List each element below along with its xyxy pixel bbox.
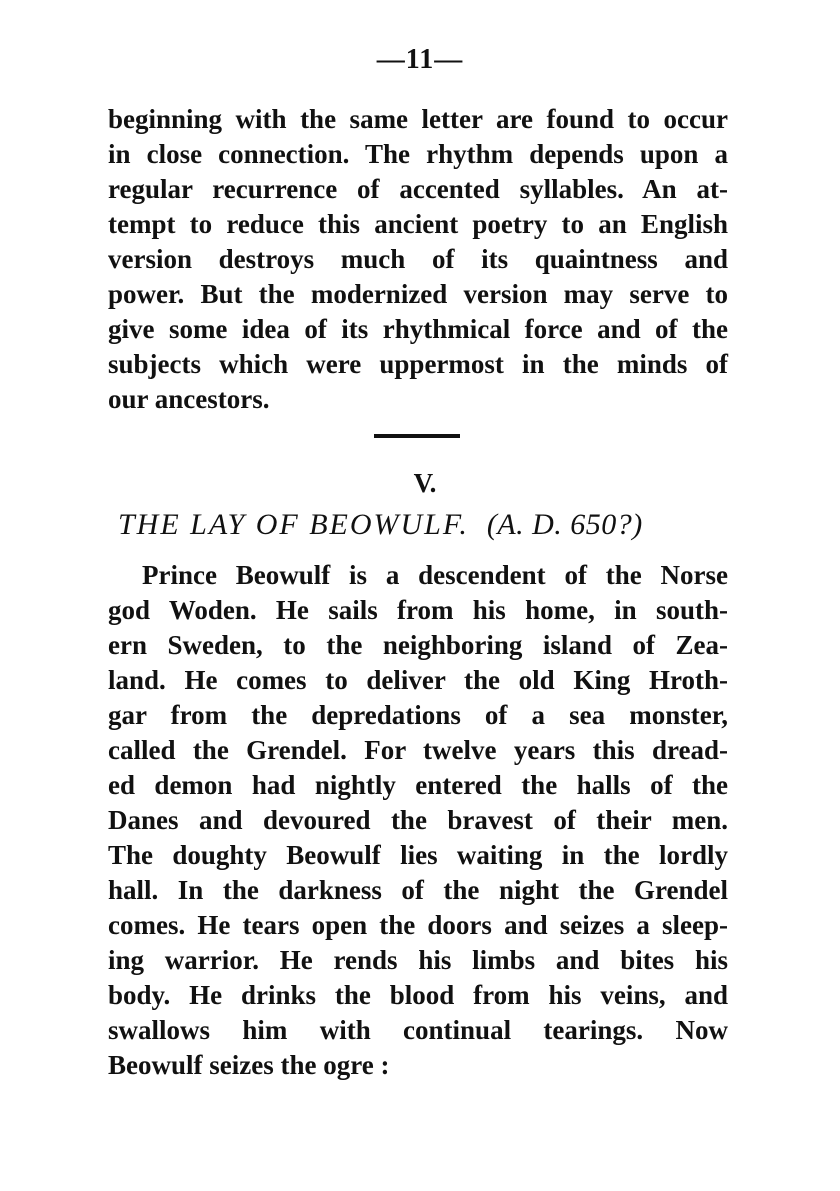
section-title	[118, 508, 748, 542]
text-line: land. He comes to deliver the old King Hroth-	[108, 665, 728, 695]
text-line: give some idea of its rhythmical force and of the	[108, 314, 728, 344]
section-numeral: V.	[413, 468, 437, 498]
text-line: tempt to reduce this ancient poetry to an English	[108, 209, 728, 239]
text-line: god Woden. He sails from his home, in south-	[108, 595, 728, 625]
text-line: Beowulf seizes the ogre :	[108, 1050, 390, 1080]
section-title-text: THE LAY OF BEOWULF.	[118, 508, 469, 541]
text-line: regular recurrence of accented syllables. An at-	[108, 174, 728, 204]
text-line: beginning with the same letter are found to occur	[108, 104, 728, 134]
text-line: ern Sweden, to the neighboring island of Zea-	[108, 630, 728, 660]
text-line: Prince Beowulf is a descendent of the Norse	[142, 560, 728, 590]
text-line: called the Grendel. For twelve years this dread-	[108, 735, 728, 765]
text-line: ed demon had nightly entered the halls of the	[108, 770, 728, 800]
text-line: Danes and devoured the bravest of their men.	[108, 805, 728, 835]
text-line: hall. In the darkness of the night the Grendel	[108, 875, 728, 905]
text-line: swallows him with continual tearings. Now	[108, 1015, 728, 1045]
text-line: subjects which were uppermost in the minds of	[108, 349, 728, 379]
text-line: The doughty Beowulf lies waiting in the lordly	[108, 840, 728, 870]
text-line: body. He drinks the blood from his veins, and	[108, 980, 728, 1010]
text-line: version destroys much of its quaintness and	[108, 244, 728, 274]
text-line: comes. He tears open the doors and seizes a sleep-	[108, 910, 728, 940]
text-line: in close connection. The rhythm depends upon a	[108, 139, 728, 169]
text-line: power. But the modernized version may serve to	[108, 279, 728, 309]
text-line: our ancestors.	[108, 384, 270, 414]
text-line: ing warrior. He rends his limbs and bites his	[108, 945, 728, 975]
section-divider	[374, 434, 460, 438]
page-number: —11—	[376, 44, 464, 75]
section-date: (A. D. 650?)	[486, 508, 643, 541]
text-line: gar from the depredations of a sea monster,	[108, 700, 728, 730]
